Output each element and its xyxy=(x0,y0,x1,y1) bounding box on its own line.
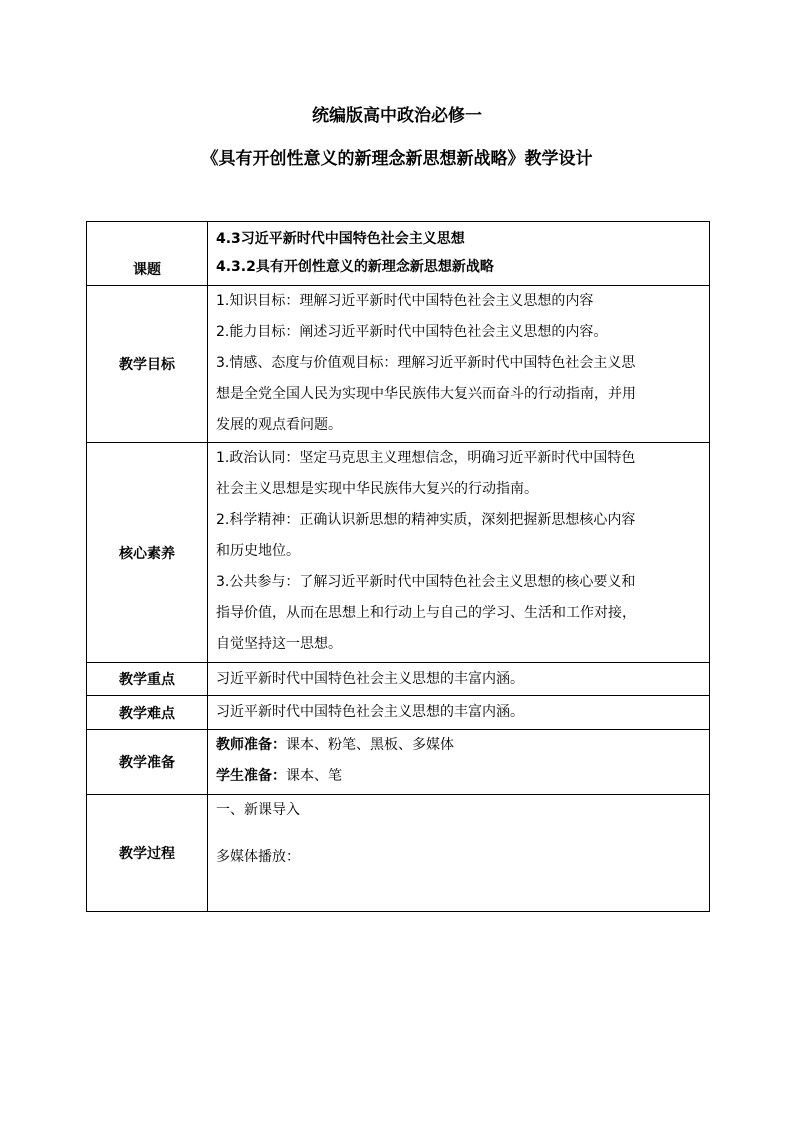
label-topic: 课题 xyxy=(87,222,208,286)
content-literacy xyxy=(208,443,710,663)
difficulties-text: 习近平新时代中国特色社会主义思想的丰富内涵。 xyxy=(216,704,524,720)
objective-line: 想是全党全国人民为实现中华民族伟大复兴而奋斗的行动指南，并用 xyxy=(216,386,636,402)
process-line: 多媒体播放： xyxy=(216,849,300,865)
row-difficulties xyxy=(87,696,710,730)
literacy-line: 1.政治认同：坚定马克思主义理想信念，明确习近平新时代中国特色 xyxy=(216,450,636,466)
objective-line: 2.能力目标：阐述习近平新时代中国特色社会主义思想的内容。 xyxy=(216,324,608,340)
content-key-points xyxy=(208,663,710,696)
document-title: 统编版高中政治必修一 xyxy=(312,106,482,126)
row-literacy xyxy=(87,443,710,663)
teacher-preparation-text: 课本、粉笔、黑板、多媒体 xyxy=(286,737,454,753)
objective-line: 发展的观点看问题。 xyxy=(216,417,342,433)
literacy-line: 3.公共参与：了解习近平新时代中国特色社会主义思想的核心要义和 xyxy=(216,574,636,590)
lesson-plan-table xyxy=(86,221,710,912)
label-key-points: 教学重点 xyxy=(87,663,208,696)
label-preparation: 教学准备 xyxy=(87,730,208,795)
row-preparation xyxy=(87,730,710,795)
row-objectives xyxy=(87,286,710,443)
teacher-preparation xyxy=(216,730,702,761)
process-spacer xyxy=(216,826,702,842)
content-topic xyxy=(208,222,710,286)
student-preparation-label: 学生准备： xyxy=(216,768,286,784)
document-subtitle: 《具有开创性意义的新理念新思想新战略》教学设计 xyxy=(201,149,593,169)
key-points-text: 习近平新时代中国特色社会主义思想的丰富内涵。 xyxy=(216,670,524,687)
teacher-preparation-label: 教师准备： xyxy=(216,737,286,753)
label-objectives: 教学目标 xyxy=(87,286,208,443)
literacy-line: 2.科学精神：正确认识新思想的精神实质，深刻把握新思想核心内容 xyxy=(216,512,636,528)
process-line: 一、新课导入 xyxy=(216,802,300,818)
content-objectives xyxy=(208,286,710,443)
objective-line: 1.知识目标：理解习近平新时代中国特色社会主义思想的内容 xyxy=(216,293,594,309)
content-preparation xyxy=(208,730,710,795)
literacy-line: 自觉坚持这一思想。 xyxy=(216,636,342,652)
objective-line: 3.情感、态度与价值观目标：理解习近平新时代中国特色社会主义思 xyxy=(216,355,636,371)
student-preparation-text: 课本、笔 xyxy=(286,768,342,784)
literacy-line: 指导价值，从而在思想上和行动上与自己的学习、生活和工作对接， xyxy=(216,605,636,621)
label-difficulties: 教学难点 xyxy=(87,696,208,730)
topic-line: 4.3.2具有开创性意义的新理念新思想新战略 xyxy=(216,259,494,275)
topic-line: 4.3习近平新时代中国特色社会主义思想 xyxy=(216,231,465,247)
literacy-line: 社会主义思想是实现中华民族伟大复兴的行动指南。 xyxy=(216,481,538,497)
literacy-line: 和历史地位。 xyxy=(216,543,300,559)
label-process: 教学过程 xyxy=(87,795,208,912)
row-process xyxy=(87,795,710,912)
student-preparation xyxy=(216,761,702,792)
row-topic xyxy=(87,222,710,286)
content-difficulties xyxy=(208,696,710,730)
label-literacy: 核心素养 xyxy=(87,443,208,663)
row-key-points xyxy=(87,663,710,696)
content-process xyxy=(208,795,710,912)
